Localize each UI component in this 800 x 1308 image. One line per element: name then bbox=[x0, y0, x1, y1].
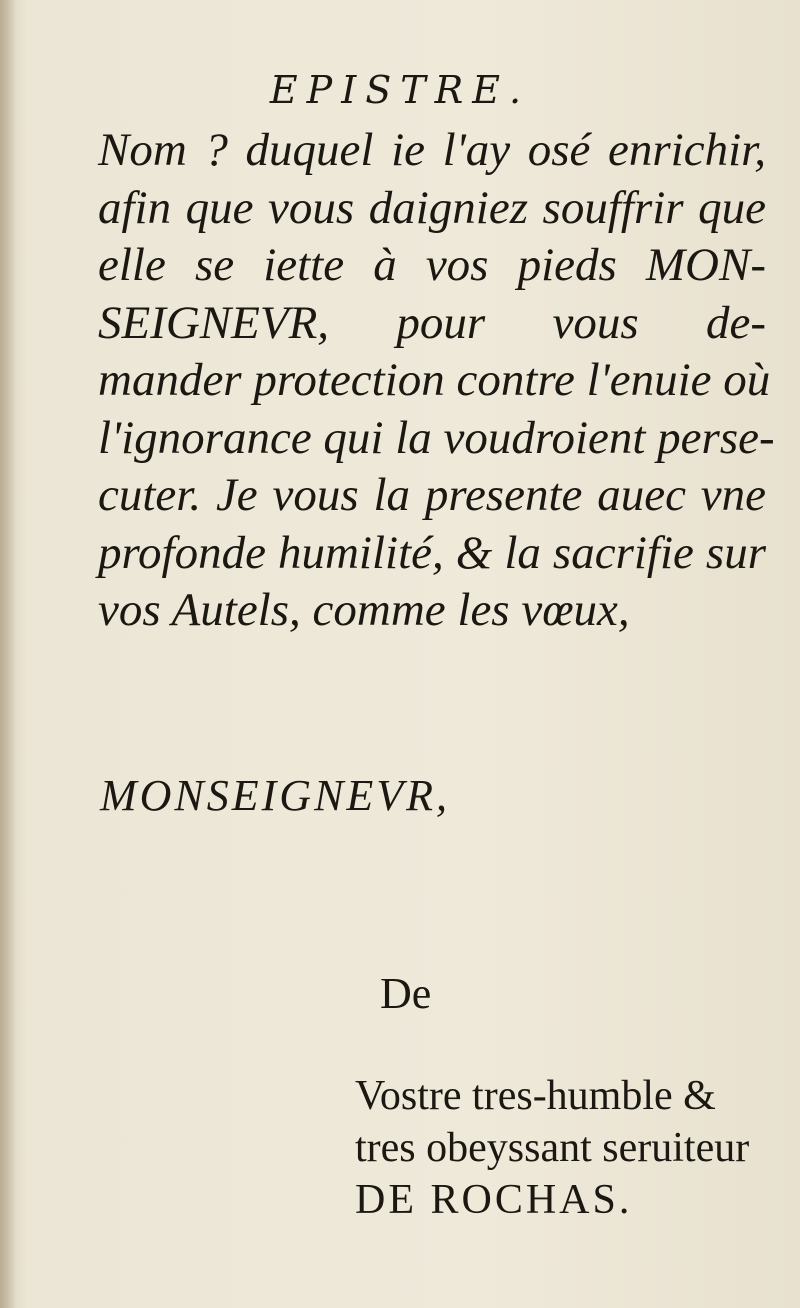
body-line: vos Autels, comme les vœux, bbox=[98, 584, 630, 636]
body-line: SEIGNEVR, pour vous de- bbox=[98, 296, 766, 349]
body-line: elle se iette à vos pieds MON- bbox=[98, 239, 766, 291]
closing-line: Vostre tres-humble & bbox=[355, 1073, 716, 1119]
body-line: Nom ? duquel ie l'ay osé enrichir, bbox=[98, 124, 766, 176]
body-line: mander protection contre l'enuie où bbox=[98, 354, 771, 406]
closing-signature-block bbox=[355, 1070, 765, 1226]
epistle-body bbox=[98, 122, 775, 640]
author-signature: DE ROCHAS. bbox=[355, 1177, 633, 1223]
closing-line: tres obeyssant seruiteur bbox=[355, 1125, 750, 1171]
body-line: l'ignorance qui la voudroient perse- bbox=[98, 411, 775, 464]
body-line: profonde humilité, & la sacrifie sur bbox=[98, 526, 766, 579]
running-head: EPISTRE. bbox=[269, 68, 531, 112]
body-line: afin que vous daigniez souffrir que bbox=[98, 181, 766, 234]
from-word: De bbox=[380, 969, 432, 1018]
salutation: MONSEIGNEVR, bbox=[100, 771, 451, 820]
body-line: cuter. Je vous la presente auec vne bbox=[98, 469, 766, 521]
page-spine-shadow bbox=[0, 0, 16, 1308]
